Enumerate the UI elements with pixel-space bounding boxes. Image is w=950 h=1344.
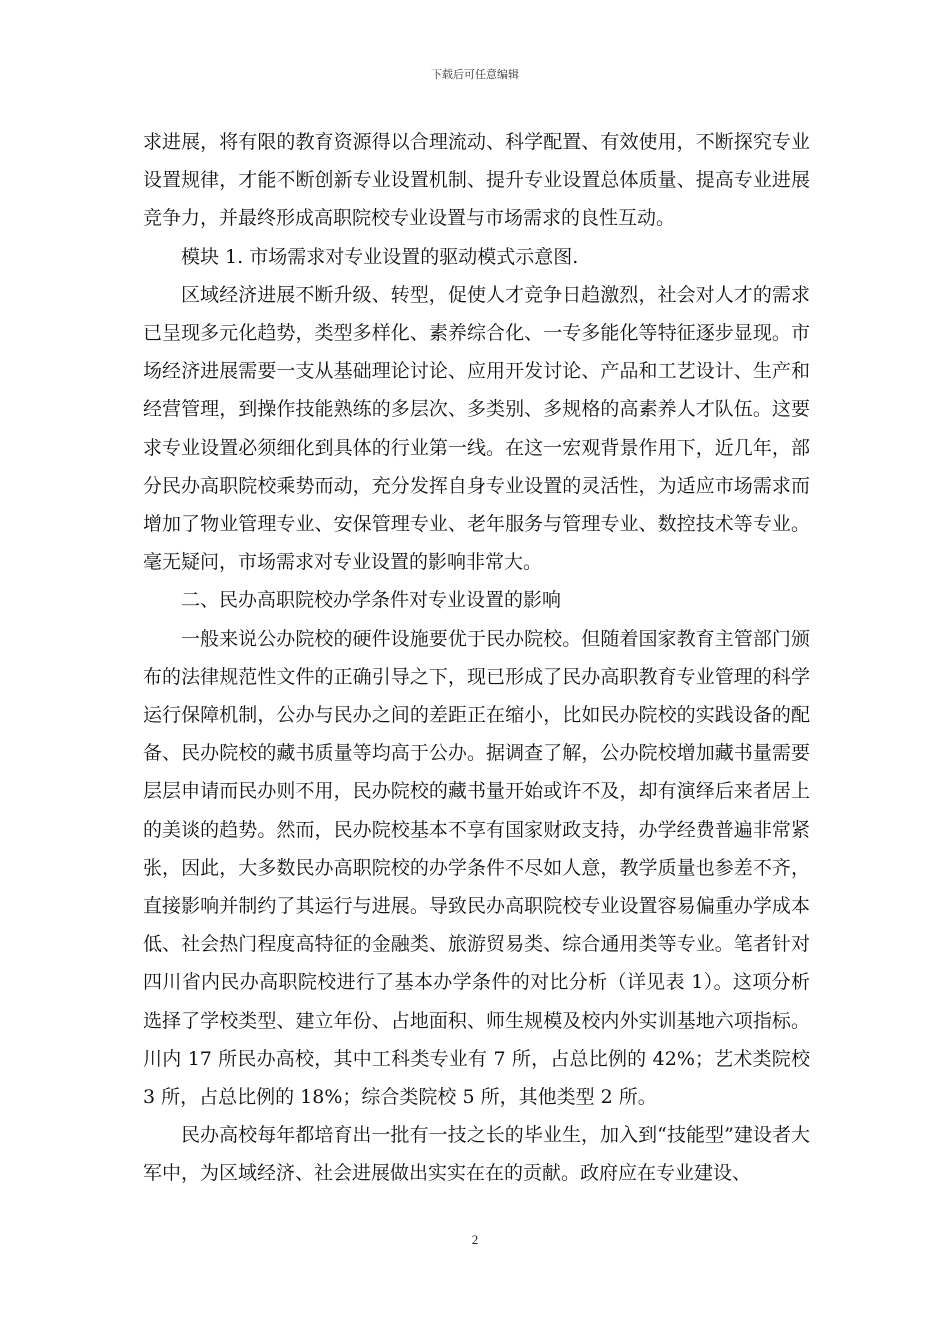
paragraph-3: 区域经济进展不断升级、转型，促使人才竞争日趋激烈，社会对人才的需求已呈现多元化趋势，类型多样化、素养综合化、一专多能化等特征逐步显现。市场经济进展需要一支从基础理论讨论、应用开发讨论、产品和工艺设计、生产和经营管理，到操作技能熟练的多层次、多类别、多规格的高素养人才队伍。这要求专业设置必须细化到具体的行业第一线。在这一宏观背景作用下，近几年，部分民办高职院校乘势而动，充分发挥自身专业设置的灵活性，为适应市场需求而增加了物业管理专业、安保管理专业、老年服务与管理专业、数控技术等专业。毫无疑问，市场需求对专业设置的影响非常大。 [143, 283, 810, 574]
page-header: 下载后可任意编辑 [431, 68, 519, 81]
section-heading: 二、民办高职院校办学条件对专业设置的影响 [181, 589, 562, 612]
paragraph-2-module-caption: 模块 1. 市场需求对专业设置的驱动模式示意图. [181, 245, 579, 268]
page-number: 2 [471, 1232, 479, 1247]
paragraph-1: 求进展，将有限的教育资源得以合理流动、科学配置、有效使用，不断探究专业设置规律，才能不断创新专业设置机制、提升专业设置总体质量、提高专业进展竞争力，并最终形成高职院校专业设置与市场需求的良性互动。 [143, 131, 810, 230]
paragraph-5: 一般来说公办院校的硬件设施要优于民办院校。但随着国家教育主管部门颁布的法律规范性文件的正确引导之下，现已形成了民办高职教育专业管理的科学运行保障机制，公办与民办之间的差距正在缩小，比如民办院校的实践设备的配备、民办院校的藏书质量等均高于公办。据调查了解，公办院校增加藏书量需要层层申请而民办则不用，民办院校的藏书量开始或许不及，却有演绎后来者居上的美谈的趋势。然而，民办院校基本不享有国家财政支持，办学经费普遍非常紧张，因此，大多数民办高职院校的办学条件不尽如人意，教学质量也参差不齐，直接影响并制约了其运行与进展。导致民办高职院校专业设置容易偏重办学成本低、社会热门程度高特征的金融类、旅游贸易类、综合通用类等专业。笔者针对四川省内民办高职院校进行了基本办学条件的对比分析（详见表 1）。这项分析选择了学校类型、建立年份、占地面积、师生规模及校内外实训基地六项指标。川内 17 所民办高校，其中工科类专业有 7 所，占总比例的 42%；艺术类院校 3 所，占总比例的 18%；综合类院校 5 所，其他类型 2 所。 [143, 627, 810, 1109]
document-body [143, 123, 810, 1193]
paragraph-6: 民办高校每年都培育出一批有一技之长的毕业生，加入到“技能型”建设者大军中，为区域经济、社会进展做出实实在在的贡献。政府应在专业建设、 [143, 1124, 810, 1185]
